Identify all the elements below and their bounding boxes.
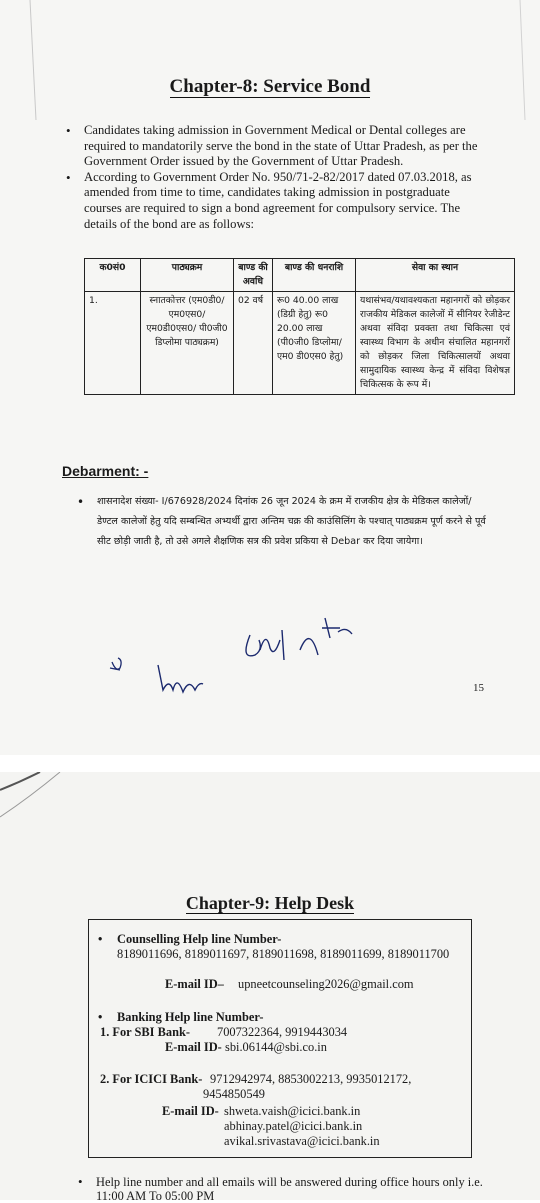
bullet-item: • According to Government Order No. 950/71-2-82/2017 dated 07.03.2018, as amended from time to time, candidates taking admission in postgraduate courses are required to sign a bond agreement for compulsory service. The details of the bond are as follows:	[64, 170, 490, 232]
table-header-row	[85, 259, 515, 292]
icici-numbers-cont: 9454850549	[203, 1087, 265, 1101]
column-header: क0सं0	[85, 259, 141, 292]
page-title: Chapter-8: Service Bond	[169, 76, 371, 97]
scan-artifact-lines	[0, 772, 540, 832]
section-heading: Debarment: -	[62, 463, 149, 479]
debarment-block	[77, 492, 487, 552]
table-cell: यथासंभव/यथावश्यकता महानगरों को छोड़कर राजकीय मेडिकल कालेजों में सीनियर रेजीडेन्ट अथवा संविदा प्रवक्ता तथा चिकित्सा एवं स्वास्थ्य विभाग के अधीन संचालित महानगरों को छोड़कर जिला चिकित्सालयों अथवा सामुदायिक स्वास्थ्य केन्द्र में संविदा विशेषज्ञ चिकित्सक के रूप में।	[356, 292, 515, 395]
sbi-email-label: E-mail ID-	[165, 1040, 222, 1054]
scan-artifact-lines	[0, 0, 540, 120]
service-bond-table	[84, 258, 515, 395]
bullet-dot: •	[98, 932, 103, 946]
sbi-numbers: 7007322364, 9919443034	[217, 1025, 348, 1039]
bullet-item: • शासनादेश संख्या- I/676928/2024 दिनांक 26 जून 2024 के क्रम में राजकीय क्षेत्र के मेडिकल कालेजों/डेण्टल कालेजों हेतु यदि सम्बन्धित अभ्यर्थी द्वारा अन्तिम चक्र की काउंसिलिंग के पश्चात् पाठ्यक्रम पूर्ण करने से पूर्व सीट छोड़ी जाती है, तो उसे अगले शैक्षणिक सत्र की प्रवेश प्रकिया से Debar कर दिया जायेगा।	[77, 492, 487, 552]
counselling-numbers: 8189011696, 8189011697, 8189011698, 8189011699, 8189011700	[117, 947, 450, 961]
column-header: सेवा का स्थान	[356, 259, 515, 292]
column-header: बाण्ड की धनराशि	[273, 259, 356, 292]
page-title: Chapter-9: Help Desk	[185, 893, 355, 913]
email-label: E-mail ID–	[165, 977, 224, 991]
bullet-item: • Help line number and all emails will be answered during office hours only i.e. 11:00 AM To 05:00 PM	[76, 1175, 506, 1203]
sbi-email: sbi.06144@sbi.co.in	[225, 1040, 327, 1054]
table-cell: स्नातकोत्तर (एम0डी0/ एम0एस0/ एम0डी0एस0/ पी0जी0 डिप्लोमा पाठ्यक्रम)	[141, 292, 234, 395]
column-header: बाण्ड की अवधि	[234, 259, 273, 292]
bullet-item: • Candidates taking admission in Government Medical or Dental colleges are required to mandatorily serve the bond in the state of Uttar Pradesh, as per the Government Order issued by the Government of Uttar Pradesh.	[64, 123, 490, 170]
counselling-label: Counselling Help line Number-	[117, 932, 282, 946]
icici-email-label: E-mail ID-	[162, 1104, 219, 1118]
service-bond-bullets	[64, 123, 490, 232]
table-row	[85, 292, 515, 395]
counselling-email: upneetcounseling2026@gmail.com	[238, 977, 414, 991]
icici-email: avikal.srivastava@icici.bank.in	[224, 1134, 380, 1148]
icici-email: shweta.vaish@icici.bank.in	[224, 1104, 361, 1118]
table-cell: रू0 40.00 लाख (डिग्री हेतु) रू0 20.00 लाख (पी0जी0 डिप्लोमा/एम0 डी0एस0 हेतु)	[273, 292, 356, 395]
office-hours-note	[76, 1175, 506, 1203]
signature-marks	[100, 610, 360, 700]
banking-label: Banking Help line Number-	[117, 1010, 264, 1024]
icici-label: 2. For ICICI Bank-	[100, 1072, 203, 1086]
icici-numbers: 9712942974, 8853002213, 9935012172,	[210, 1072, 412, 1086]
table-cell: 1.	[85, 292, 141, 395]
icici-email: abhinay.patel@icici.bank.in	[224, 1119, 363, 1133]
table-cell: 02 वर्ष	[234, 292, 273, 395]
page-gap	[0, 755, 540, 772]
page-number: 15	[473, 682, 484, 694]
sbi-label: 1. For SBI Bank-	[100, 1025, 190, 1039]
bullet-dot: •	[98, 1010, 103, 1024]
column-header: पाठ्यक्रम	[141, 259, 234, 292]
